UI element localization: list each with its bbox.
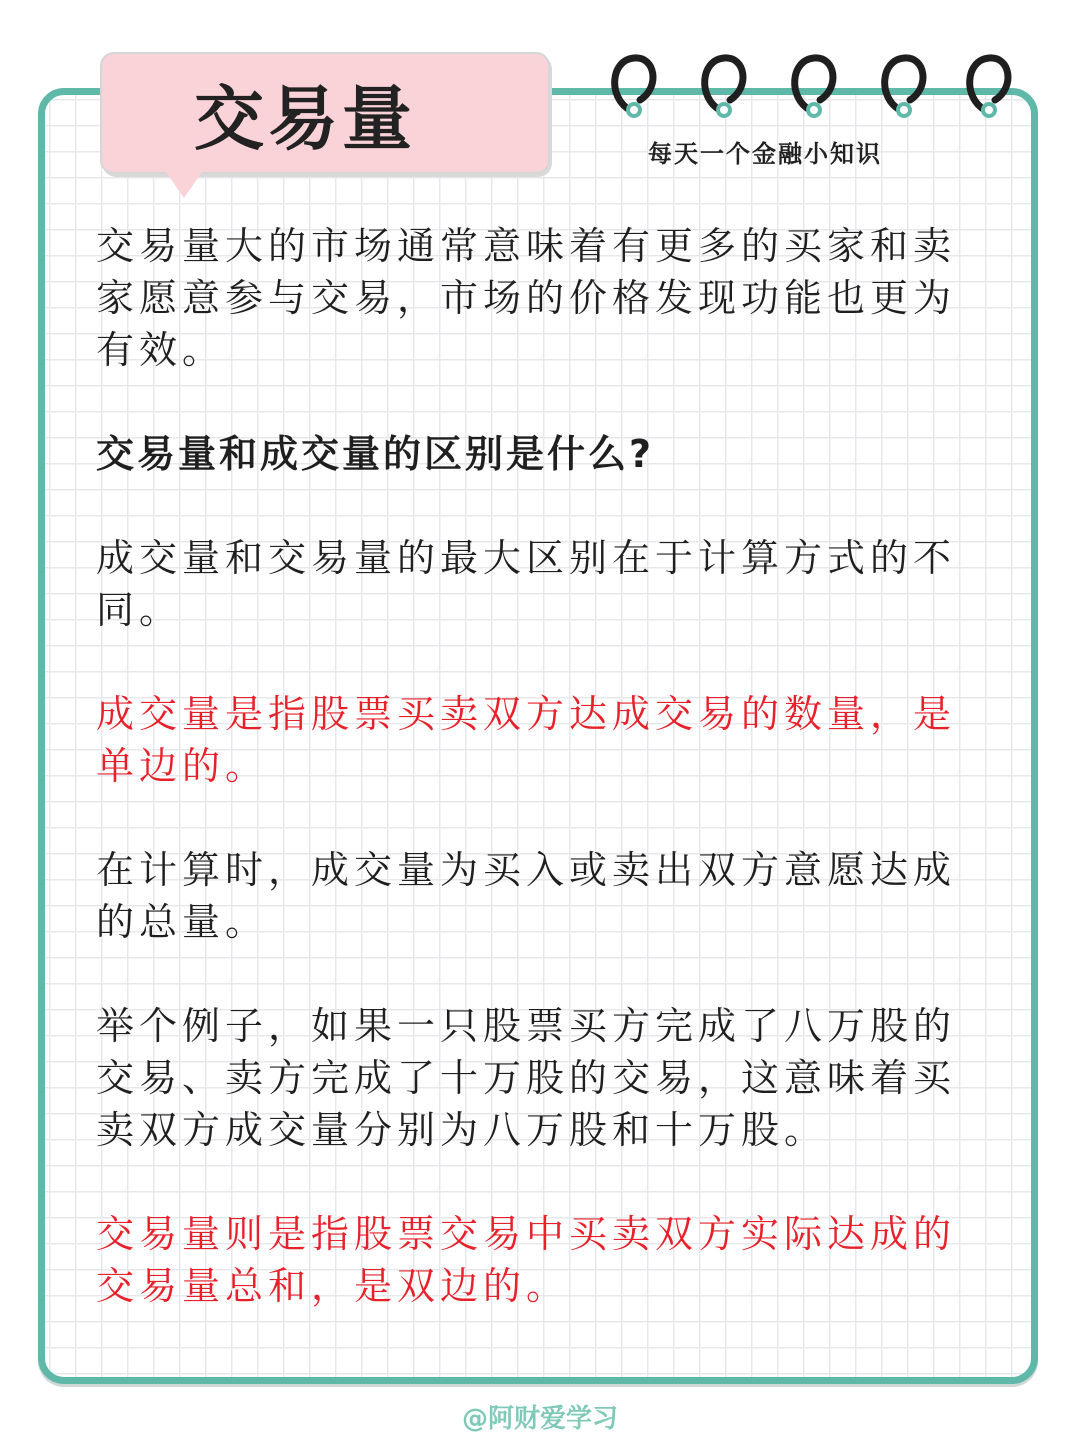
title-badge (100, 52, 550, 174)
paragraph-example: 举个例子，如果一只股票买方完成了八万股的交易、卖方完成了十万股的交易，这意味着买卖双方成交量分别为八万股和十万股。 (96, 1004, 957, 1152)
watermark: @阿财爱学习 (461, 1404, 618, 1434)
paragraph-definition-volume: 成交量是指股票买卖双方达成交易的数量，是单边的。 (96, 692, 957, 788)
binder-rings-icon (600, 48, 1020, 128)
section-question: 交易量和成交量的区别是什么? (96, 432, 655, 476)
paragraph-definition-trading: 交易量则是指股票交易中买卖双方实际达成的交易量总和，是双边的。 (96, 1212, 957, 1308)
paragraph-calculation: 在计算时，成交量为买入或卖出双方意愿达成的总量。 (96, 848, 957, 944)
page-subtitle: 每天一个金融小知识 (648, 140, 882, 168)
paragraph-intro: 交易量大的市场通常意味着有更多的买家和卖家愿意参与交易，市场的价格发现功能也更为有效。 (96, 224, 957, 372)
page-title: 交易量 (194, 77, 416, 160)
paragraph-difference: 成交量和交易量的最大区别在于计算方式的不同。 (96, 536, 957, 632)
article-body (96, 220, 976, 1312)
